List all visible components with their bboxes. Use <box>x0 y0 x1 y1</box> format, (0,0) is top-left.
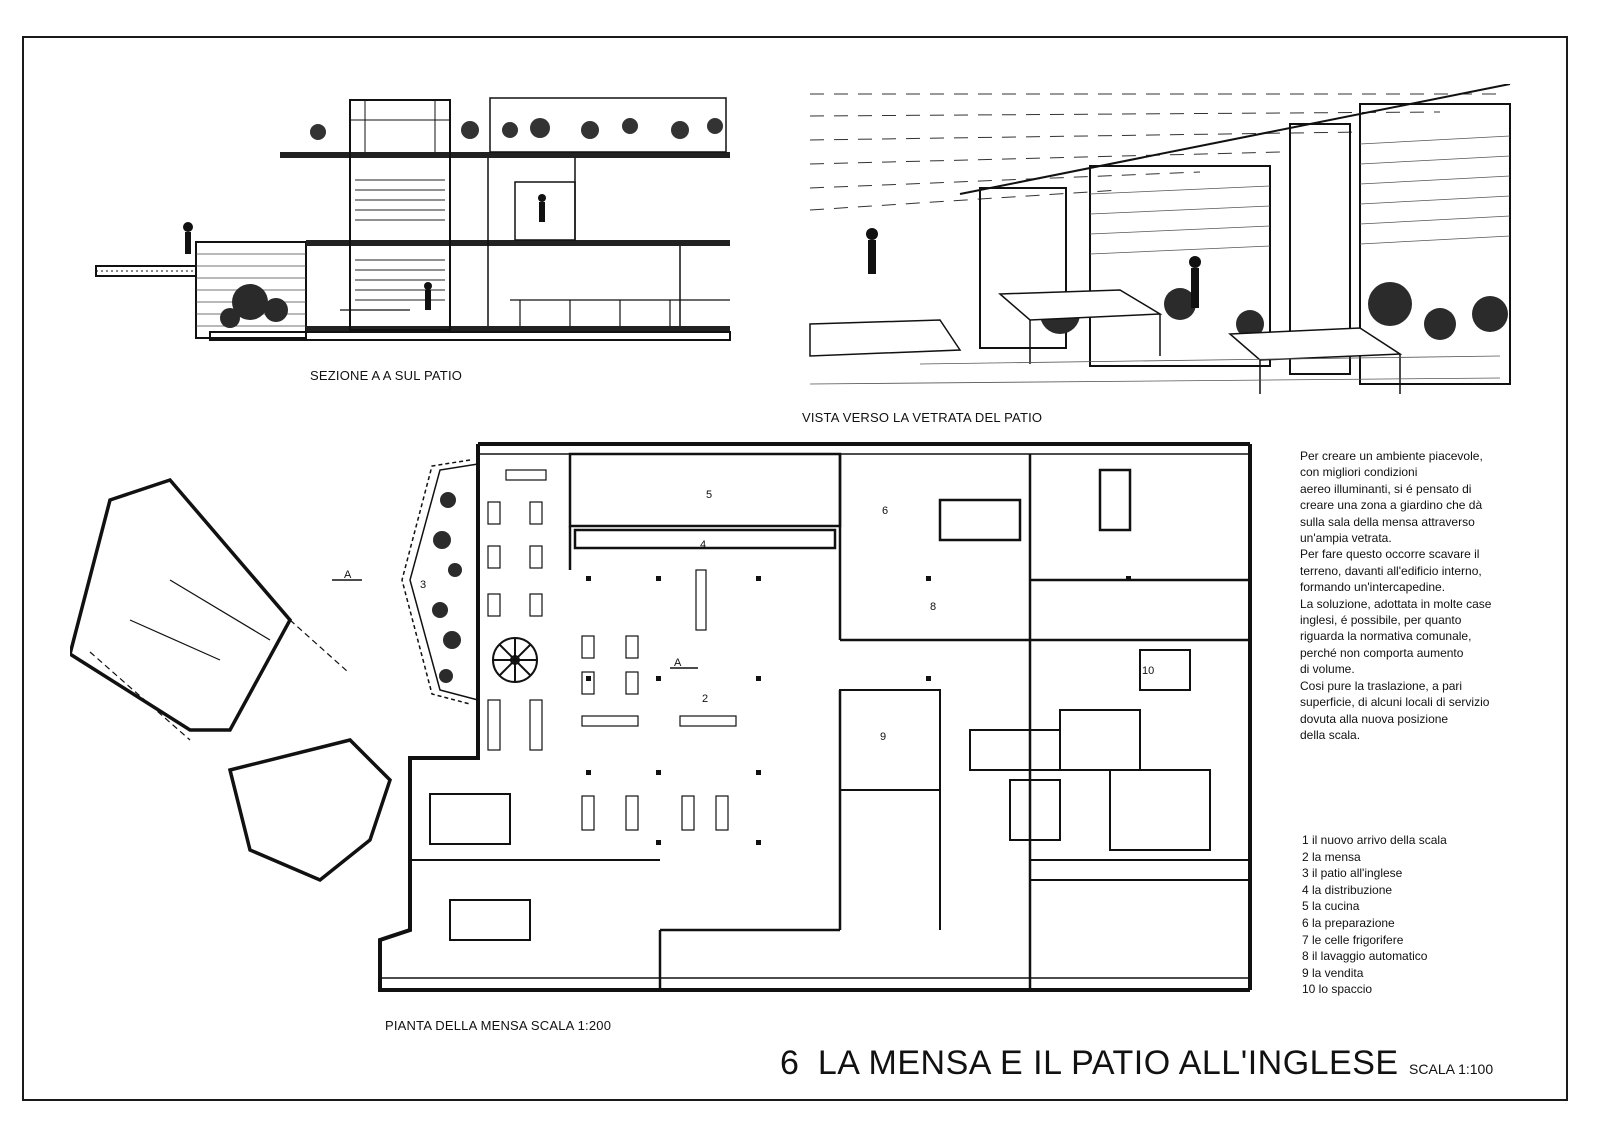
notes-line: Per fare questo occorre scavare il <box>1300 547 1480 562</box>
notes-line: un'ampia vetrata. <box>1300 531 1392 546</box>
section-mark-a-1: A <box>344 569 352 581</box>
legend-item: 2 la mensa <box>1302 849 1361 864</box>
plan-label-3: 3 <box>420 579 427 591</box>
plan-label-9: 9 <box>880 731 887 743</box>
plan-label-2: 2 <box>702 693 709 705</box>
plan-label-10: 10 <box>1142 665 1155 677</box>
notes-line: dovuta alla nuova posizione <box>1300 711 1449 726</box>
room-legend <box>1302 832 1532 998</box>
plan-label-8: 8 <box>930 601 937 613</box>
description-notes <box>1300 448 1540 743</box>
plan-label-6: 6 <box>882 505 889 517</box>
notes-line: creare una zona a giardino che dà <box>1300 498 1483 513</box>
legend-item: 6 la preparazione <box>1302 915 1395 930</box>
notes-line: Per creare un ambiente piacevole, <box>1300 449 1483 463</box>
legend-item: 1 il nuovo arrivo della scala <box>1302 833 1447 847</box>
legend-item: 3 il patio all'inglese <box>1302 866 1403 881</box>
title-text: LA MENSA E IL PATIO ALL'INGLESE <box>817 1044 1399 1082</box>
notes-line: Cosi pure la traslazione, a pari <box>1300 678 1463 693</box>
patio-view-drawing <box>800 84 1520 402</box>
notes-line: riguarda la normativa comunale, <box>1300 629 1472 644</box>
sheet-title <box>780 1044 1493 1083</box>
plan-label-4: 4 <box>700 539 707 551</box>
title-scale: SCALA 1:100 <box>1409 1061 1494 1077</box>
notes-line: aereo illuminanti, si é pensato di <box>1300 481 1472 496</box>
legend-item: 10 lo spaccio <box>1302 982 1373 997</box>
notes-line: della scala. <box>1300 727 1361 742</box>
section-caption: SEZIONE A A SUL PATIO <box>310 368 463 383</box>
legend-item: 5 la cucina <box>1302 899 1360 914</box>
notes-line: sulla sala della mensa attraverso <box>1300 514 1475 529</box>
notes-line: superficie, di alcuni locali di servizio <box>1300 695 1490 710</box>
plan-caption: PIANTA DELLA MENSA SCALA 1:200 <box>385 1018 612 1033</box>
notes-line: formando un'intercapedine. <box>1300 580 1446 595</box>
floor-plan-drawing <box>70 440 1260 1000</box>
plan-label-5: 5 <box>706 489 713 501</box>
notes-line: di volume. <box>1300 662 1355 677</box>
section-mark-a-2: A <box>674 657 682 669</box>
notes-line: La soluzione, adottata in molte case <box>1300 596 1492 611</box>
legend-item: 7 le celle frigorifere <box>1302 932 1404 947</box>
notes-line: perché non comporta aumento <box>1300 645 1464 660</box>
legend-item: 9 la vendita <box>1302 965 1364 980</box>
notes-line: inglesi, é possibile, per quanto <box>1300 613 1462 628</box>
notes-line: terreno, davanti all'edificio interno, <box>1300 563 1482 578</box>
legend-item: 4 la distribuzione <box>1302 882 1393 897</box>
view-caption: VISTA VERSO LA VETRATA DEL PATIO <box>802 410 1043 425</box>
section-a-a-drawing <box>90 90 750 350</box>
legend-item: 8 il lavaggio automatico <box>1302 949 1428 964</box>
notes-line: con migliori condizioni <box>1300 465 1418 480</box>
title-number: 6 <box>780 1044 800 1082</box>
